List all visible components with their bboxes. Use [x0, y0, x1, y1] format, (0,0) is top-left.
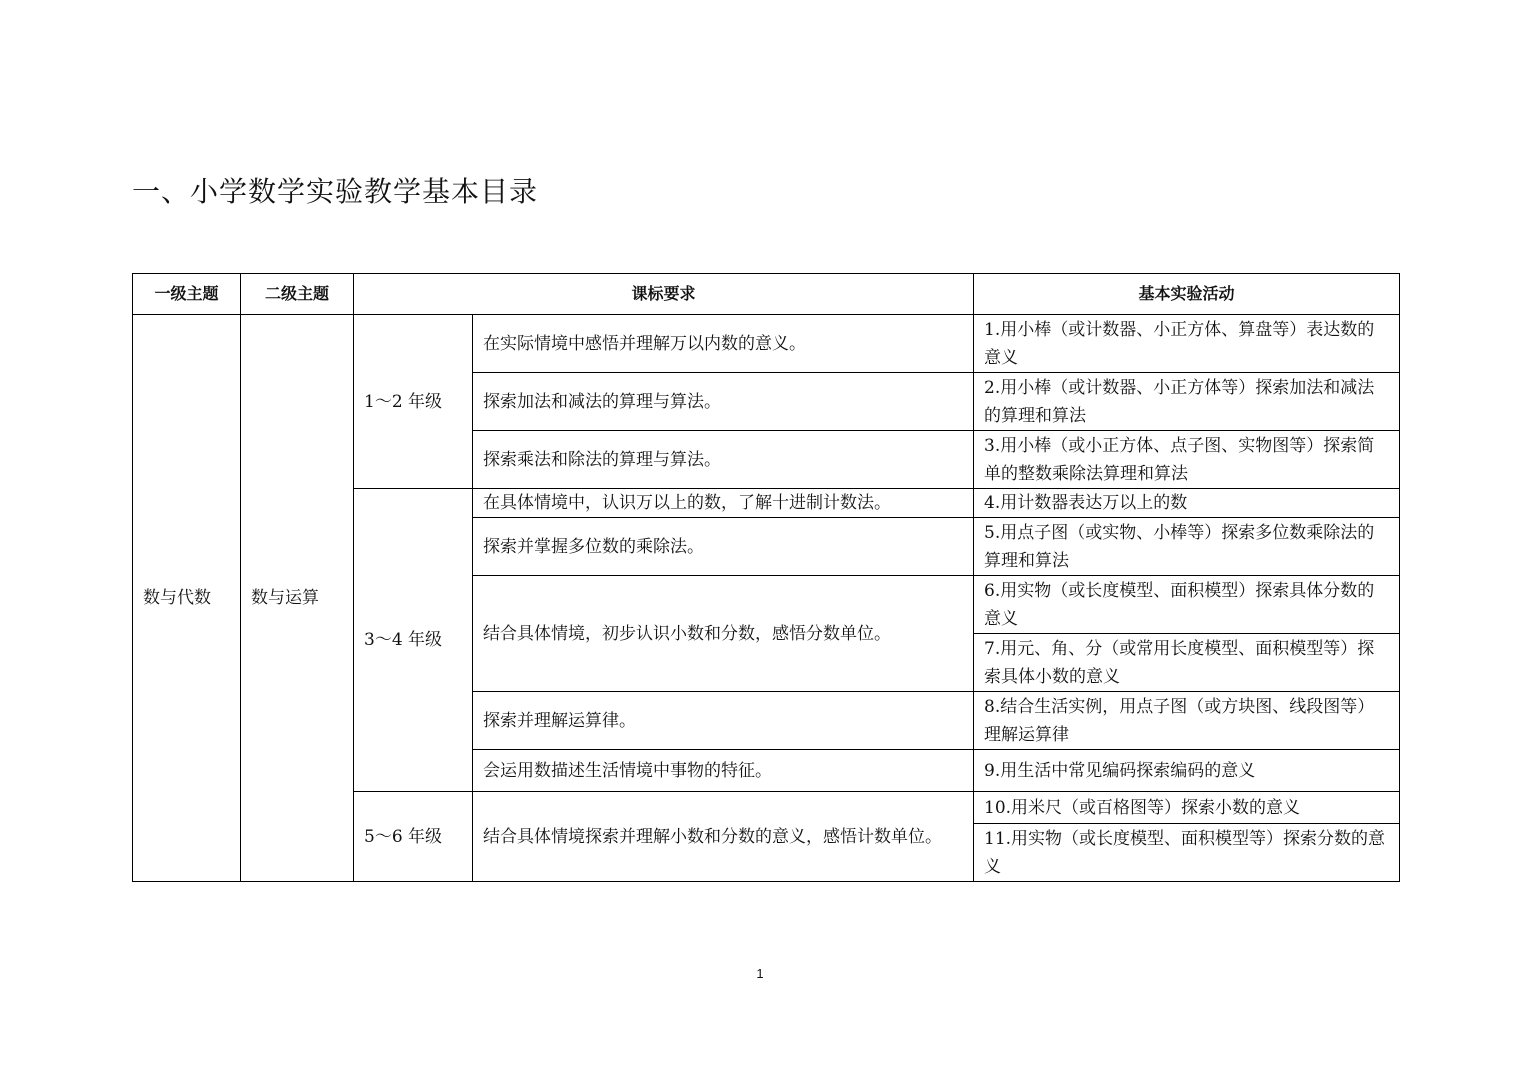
requirement-cell: 探索并理解运算律。: [473, 692, 974, 750]
table-header-row: [133, 274, 1400, 315]
activity-cell: 1.用小棒（或计数器、小正方体、算盘等）表达数的意义: [974, 315, 1400, 373]
requirement-cell: 结合具体情境，初步认识小数和分数，感悟分数单位。: [473, 576, 974, 692]
header-level1-topic: 一级主题: [133, 274, 241, 315]
activity-cell: 6.用实物（或长度模型、面积模型）探索具体分数的意义: [974, 576, 1400, 634]
requirement-cell: 探索并掌握多位数的乘除法。: [473, 518, 974, 576]
requirement-cell: 会运用数描述生活情境中事物的特征。: [473, 750, 974, 792]
activity-cell: 10.用米尺（或百格图等）探索小数的意义: [974, 792, 1400, 824]
activity-cell: 11.用实物（或长度模型、面积模型等）探索分数的意义: [974, 824, 1400, 882]
activity-cell: 2.用小棒（或计数器、小正方体等）探索加法和减法的算理和算法: [974, 373, 1400, 431]
page-number: 1: [756, 966, 764, 981]
activity-cell: 8.结合生活实例，用点子图（或方块图、线段图等）理解运算律: [974, 692, 1400, 750]
header-level2-topic: 二级主题: [241, 274, 354, 315]
requirement-cell: 探索乘法和除法的算理与算法。: [473, 431, 974, 489]
activity-cell: 9.用生活中常见编码探索编码的意义: [974, 750, 1400, 792]
activity-cell: 4.用计数器表达万以上的数: [974, 489, 1400, 518]
grade-cell-3-4: 3～4 年级: [354, 489, 473, 792]
level1-topic-cell: 数与代数: [133, 315, 241, 882]
requirement-cell: 探索加法和减法的算理与算法。: [473, 373, 974, 431]
requirement-cell: 在具体情境中，认识万以上的数，了解十进制计数法。: [473, 489, 974, 518]
activity-cell: 3.用小棒（或小正方体、点子图、实物图等）探索简单的整数乘除法算理和算法: [974, 431, 1400, 489]
header-standard: 课标要求: [354, 274, 974, 315]
catalog-table: [132, 273, 1400, 882]
grade-cell-5-6: 5～6 年级: [354, 792, 473, 882]
level2-topic-cell: 数与运算: [241, 315, 354, 882]
activity-cell: 7.用元、角、分（或常用长度模型、面积模型等）探索具体小数的意义: [974, 634, 1400, 692]
page-title: 一、小学数学实验教学基本目录: [132, 175, 539, 208]
requirement-cell: 结合具体情境探索并理解小数和分数的意义，感悟计数单位。: [473, 792, 974, 882]
header-activity: 基本实验活动: [974, 274, 1400, 315]
table-row: [133, 315, 1400, 373]
grade-cell-1-2: 1～2 年级: [354, 315, 473, 489]
activity-cell: 5.用点子图（或实物、小棒等）探索多位数乘除法的算理和算法: [974, 518, 1400, 576]
requirement-cell: 在实际情境中感悟并理解万以内数的意义。: [473, 315, 974, 373]
